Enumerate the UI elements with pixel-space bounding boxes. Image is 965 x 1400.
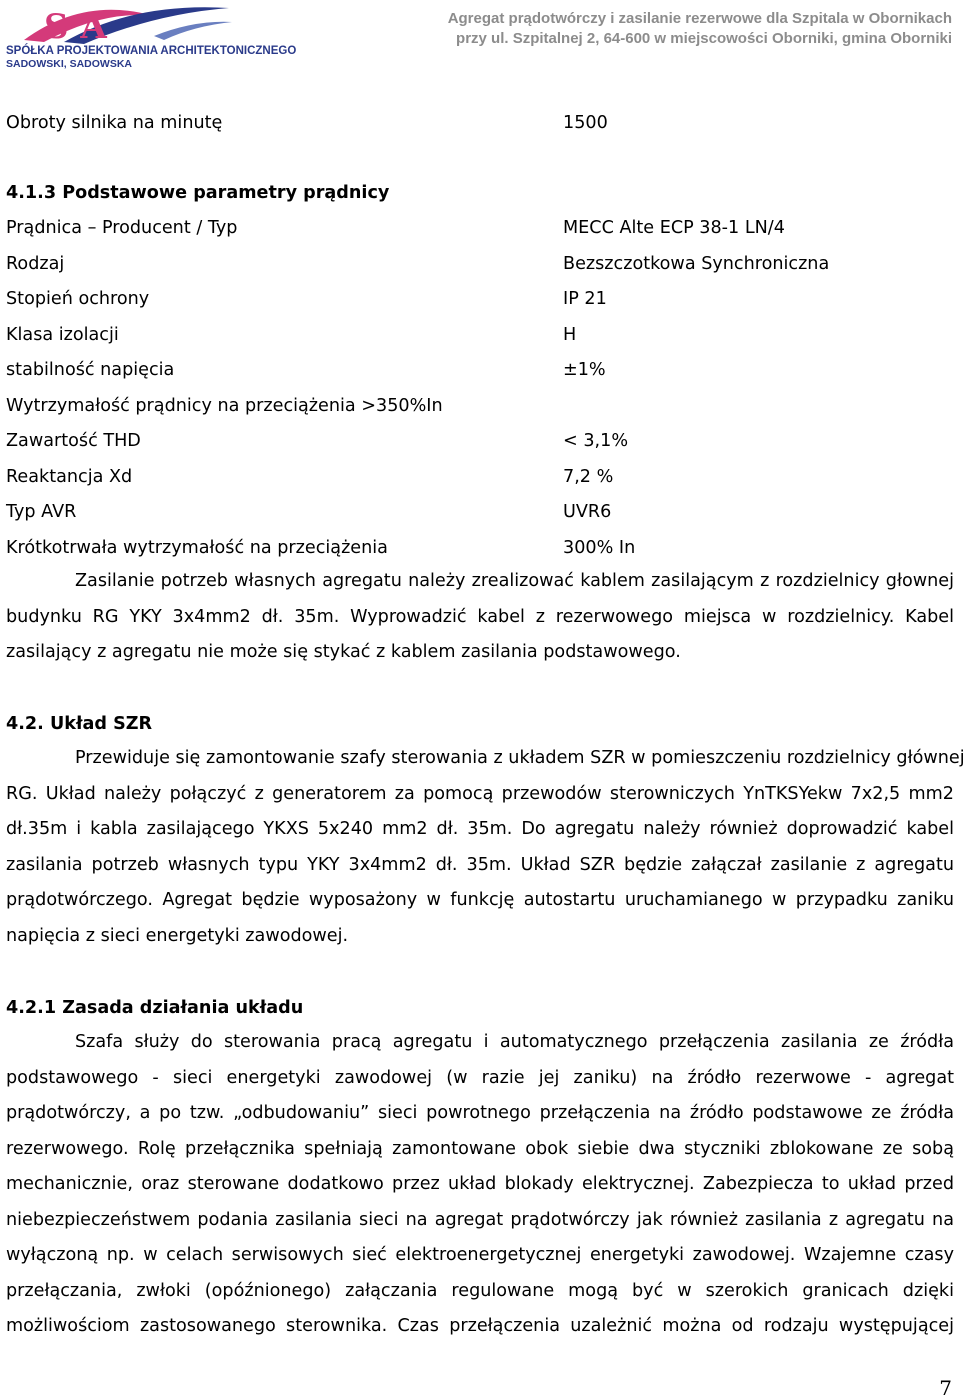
logo-company-name: SPÓŁKA PROJEKTOWANIA ARCHITEKTONICZNEGO — [6, 45, 297, 57]
param-label: Wytrzymałość prądnicy na przeciążenia >350%In — [6, 396, 443, 416]
param-label: Typ AVR — [6, 502, 77, 522]
paragraph-line: zasilający z agregatu nie może się stykać z kablem zasilania podstawowego. — [6, 642, 681, 662]
param-label: Klasa izolacji — [6, 325, 119, 345]
paragraph-line: Przewiduje się zamontowanie szafy sterowania z układem SZR w pomieszczeniu rozdzielnicy głównej — [75, 748, 965, 768]
header-title-line2: przy ul. Szpitalnej 2, 64-600 w miejscowości Oborniki, gmina Oborniki — [456, 30, 952, 47]
param-value: ±1% — [563, 360, 606, 380]
paragraph-line: zasilania potrzeb własnych typu YKY 3x4mm2 dł. 35m. Układ SZR będzie załączał zasilanie z agregatu — [6, 854, 954, 875]
paragraph-line: niebezpieczeństwem podania zasilania sieci na agregat prądotwórczy jak również zasilania z agregatu na — [6, 1209, 954, 1230]
param-label: Prądnica – Producent / Typ — [6, 218, 238, 238]
paragraph-line: możliwościom zastosowanego sterownika. Czas przełączenia uzależnić można od rodzaju występującej — [6, 1316, 954, 1336]
paragraph-line: prądotwórczego. Agregat będzie wyposażony w funkcję autostartu uruchamianego w przypadku zaniku — [6, 890, 954, 910]
logo-company-owners: SADOWSKI, SADOWSKA — [6, 58, 132, 70]
generator-heading: 4.1.3 Podstawowe parametry prądnicy — [6, 183, 390, 203]
engine-speed-label: Obroty silnika na minutę — [6, 113, 223, 133]
paragraph-line: Szafa służy do sterowania pracą agregatu i automatycznego przełączenia zasilania ze źródła — [75, 1032, 954, 1052]
param-value: IP 21 — [563, 289, 607, 309]
logo-graphic — [4, 2, 297, 70]
paragraph-line: budynku RG YKY 3x4mm2 dł. 35m. Wyprowadzić kabel z rezerwowego miejsca w rozdzielnicy. Kabel — [6, 606, 954, 627]
paragraph-line: mechanicznie, oraz sterowane dodatkowo przez układ blokady elektrycznej. Zabezpiecza to układ przed — [6, 1174, 954, 1194]
principle-heading: 4.2.1 Zasada działania układu — [6, 998, 304, 1018]
paragraph-line: rezerwowego. Rolę przełącznika spełniają zamontowane obok siebie dwa styczniki zblokowane ze sobą — [6, 1138, 954, 1159]
page-number: 7 — [939, 1376, 952, 1400]
company-logo — [4, 2, 297, 70]
param-value: UVR6 — [563, 502, 612, 522]
paragraph-line: prądotwórczy, a po tzw. „odbudowaniu” sieci powrotnego przełączenia na źródło podstawowe ze źródła — [6, 1103, 954, 1123]
paragraph-line: RG. Układ należy połączyć z generatorem za pomocą przewodów sterowniczych YnTKSYekw 7x2,5 mm2 — [6, 783, 954, 804]
szr-heading: 4.2. Układ SZR — [6, 714, 153, 734]
param-value: < 3,1% — [563, 431, 629, 451]
paragraph-line: napięcia z sieci energetyki zawodowej. — [6, 925, 349, 946]
param-label: stabilność napięcia — [6, 360, 175, 380]
param-value: 300% In — [563, 538, 636, 558]
param-label: Zawartość THD — [6, 431, 141, 451]
param-value: Bezszczotkowa Synchroniczna — [563, 254, 830, 274]
logo-letters: S A — [44, 7, 107, 47]
szr-paragraph — [6, 741, 965, 954]
header-title-line1: Agregat prądotwórczy i zasilanie rezerwowe dla Szpitala w Obornikach — [447, 10, 952, 27]
paragraph-line: Zasilanie potrzeb własnych agregatu należy zrealizować kablem zasilającym z rozdzielnicy głownej — [75, 571, 954, 591]
param-value: H — [563, 325, 577, 345]
generator-paragraph — [6, 564, 954, 671]
paragraph-line: podstawowego - sieci energetyki zawodowej (w razie jej zaniku) na źródło rezerwowe - agregat — [6, 1067, 954, 1088]
param-label: Reaktancja Xd — [6, 467, 133, 487]
param-label: Krótkotrwała wytrzymałość na przeciążenia — [6, 538, 388, 558]
param-label: Stopień ochrony — [6, 289, 150, 309]
paragraph-line: wyłączoną np. w celach serwisowych sieć elektroenergetycznej energetyki zawodowej. Wzajemne czasy — [6, 1245, 954, 1265]
param-value: 7,2 % — [563, 467, 614, 487]
engine-speed-value: 1500 — [563, 113, 608, 133]
paragraph-line: przełączania, zwłoki (opóźnionego) załączania regulowane mogą być w szerokich granicach dzięki — [6, 1280, 954, 1301]
param-label: Rodzaj — [6, 254, 65, 274]
principle-paragraph — [6, 1025, 954, 1345]
param-value: MECC Alte ECP 38-1 LN/4 — [563, 218, 785, 238]
paragraph-line: dł.35m i kabla zasilającego YKXS 5x240 mm2 dł. 35m. Do agregatu należy również doprowadzić kabel — [6, 819, 954, 839]
